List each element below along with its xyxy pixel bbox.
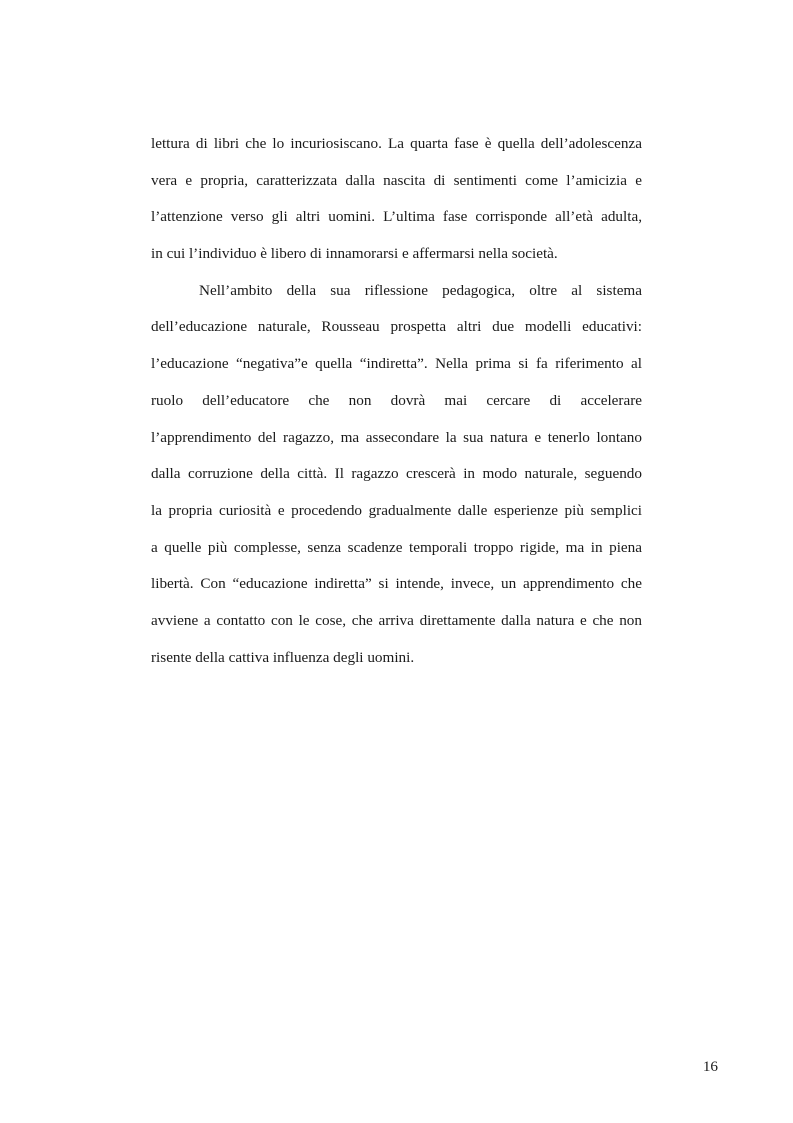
text-line: l’apprendimento del ragazzo, ma assecondare la sua natura e tenerlo lontano [151, 428, 642, 446]
paragraph-1 [151, 126, 642, 273]
text-line: lettura di libri che lo incuriosiscano. La quarta fase è quella dell’adolescenza [151, 135, 642, 152]
text-line: libertà. Con “educazione indiretta” si intende, invece, un apprendimento che [151, 575, 642, 593]
paragraph-2 [151, 273, 642, 677]
text-line: dalla corruzione della città. Il ragazzo crescerà in modo naturale, seguendo [151, 465, 642, 483]
text-line: la propria curiosità e procedendo gradualmente dalle esperienze più semplici [151, 501, 642, 519]
text-line: a quelle più complesse, senza scadenze temporali troppo rigide, ma in piena [151, 538, 642, 556]
text-line: l’educazione “negativa”e quella “indiretta”. Nella prima si fa riferimento al [151, 355, 642, 373]
text-line: vera e propria, caratterizzata dalla nascita di sentimenti come l’amicizia e [151, 171, 642, 189]
text-line: Nell’ambito della sua riflessione pedagogica, oltre al sistema [199, 281, 642, 299]
text-line: in cui l’individuo è libero di innamorarsi e affermarsi nella società. [151, 245, 558, 263]
body-text [151, 126, 642, 676]
text-line: risente della cattiva influenza degli uomini. [151, 648, 415, 666]
page-number: 16 [702, 1058, 718, 1075]
text-line: l’attenzione verso gli altri uomini. L’ultima fase corrisponde all’età adulta, [151, 208, 642, 226]
text-line: avviene a contatto con le cose, che arriva direttamente dalla natura e che non [151, 611, 642, 629]
text-line: dell’educazione naturale, Rousseau prospetta altri due modelli educativi: [151, 318, 642, 336]
text-line: ruolo dell’educatore che non dovrà mai cercare di accelerare [151, 391, 642, 409]
